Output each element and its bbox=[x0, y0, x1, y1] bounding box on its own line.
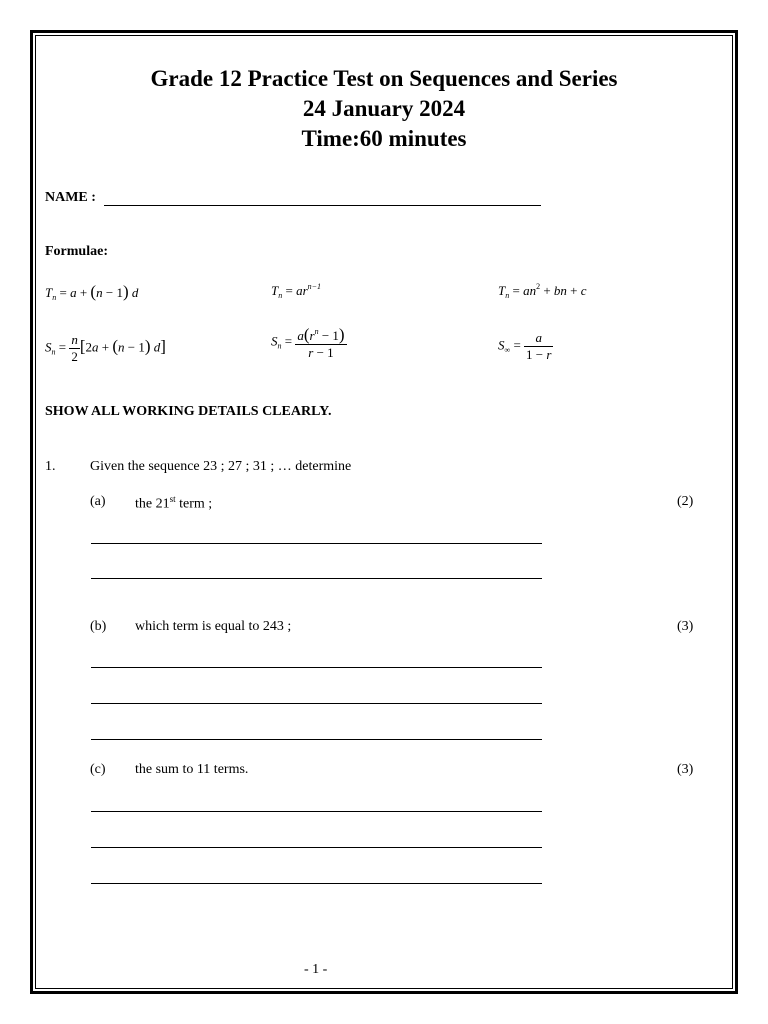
part-a-text: the 21st term ; bbox=[135, 494, 213, 512]
part-c-label: (c) bbox=[90, 762, 106, 777]
formulae-heading: Formulae: bbox=[45, 244, 108, 259]
formula-geometric-sum: $S_n$ = $\frac{a(r^n - 1)}{r - 1}$ bbox=[271, 325, 345, 360]
formula-quadratic-term: $T_n = an^2$ + bn + c bbox=[498, 282, 587, 300]
part-c-text: the sum to 11 terms. bbox=[135, 762, 249, 777]
question-number: 1. bbox=[45, 459, 56, 474]
question-stem: Given the sequence 23 ; 27 ; 31 ; … determine bbox=[90, 459, 352, 474]
formula-arithmetic-term: $T_n = a + (n - 1)$ d bbox=[45, 282, 139, 302]
answer-line[interactable] bbox=[91, 703, 542, 704]
name-answer-line[interactable] bbox=[104, 205, 541, 206]
answer-line[interactable] bbox=[91, 667, 542, 668]
part-c-marks: (3) bbox=[677, 762, 694, 777]
answer-line[interactable] bbox=[91, 578, 542, 579]
instructions: SHOW ALL WORKING DETAILS CLEARLY. bbox=[45, 404, 332, 419]
answer-line[interactable] bbox=[91, 739, 542, 740]
part-a-marks: (2) bbox=[677, 494, 694, 509]
part-a-label: (a) bbox=[90, 494, 106, 509]
formula-infinite-sum: $S_\infty$ = $\frac{a}{1 - r}$ bbox=[498, 330, 552, 362]
test-title: Grade 12 Practice Test on Sequences and Series bbox=[150, 66, 618, 91]
part-b-marks: (3) bbox=[677, 619, 694, 634]
page-number: - 1 - bbox=[304, 962, 328, 977]
part-b-text: which term is equal to 243 ; bbox=[135, 619, 292, 634]
test-date: 24 January 2024 bbox=[302, 96, 466, 121]
answer-line[interactable] bbox=[91, 543, 542, 544]
part-b-label: (b) bbox=[90, 619, 107, 634]
formula-geometric-term: $T_n = ar^{n-1}$ bbox=[271, 282, 322, 300]
name-label: NAME : bbox=[45, 190, 96, 205]
answer-line[interactable] bbox=[91, 811, 542, 812]
answer-line[interactable] bbox=[91, 847, 542, 848]
answer-line[interactable] bbox=[91, 883, 542, 884]
formula-arithmetic-sum: $S_n$ = $\frac{n}{2}$ [2a + (n − 1) d] bbox=[45, 332, 166, 364]
test-duration: Time:60 minutes bbox=[301, 126, 467, 151]
